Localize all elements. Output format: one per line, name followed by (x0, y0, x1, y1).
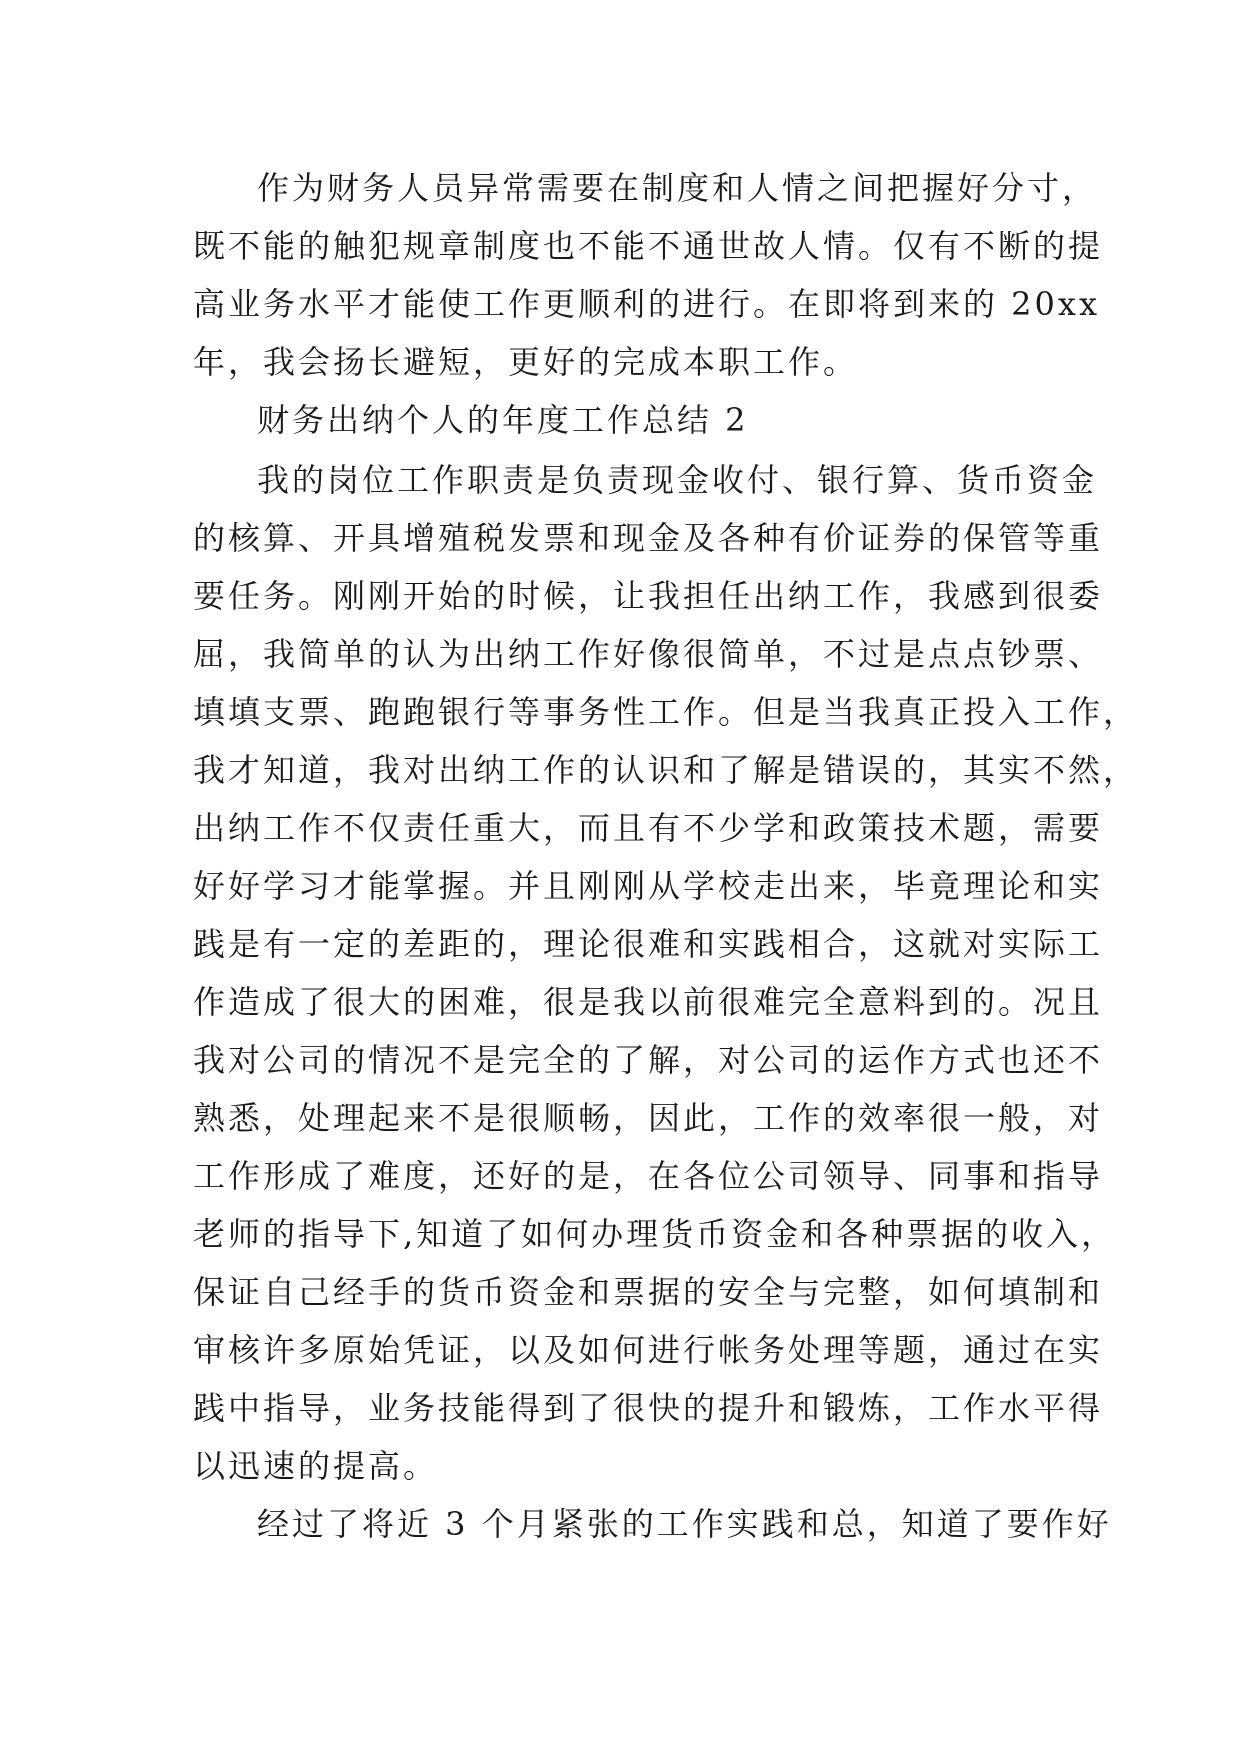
paragraph-line: 熟悉，处理起来不是很顺畅，因此，工作的效率很一般，对 (193, 1099, 1104, 1137)
section-heading: 财务出纳个人的年度工作总结 2 (257, 401, 749, 439)
paragraph-line: 保证自己经手的货币资金和票据的安全与完整，如何填制和 (193, 1273, 1104, 1311)
paragraph-line: 好好学习才能掌握。并且刚刚从学校走出来，毕竟理论和实 (193, 867, 1104, 905)
paragraph-line: 我才知道，我对出纳工作的认识和了解是错误的，其实不然， (193, 751, 1139, 789)
paragraph-line: 作造成了很大的困难，很是我以前很难完全意料到的。况且 (193, 983, 1104, 1021)
paragraph-line: 审核许多原始凭证，以及如何进行帐务处理等题，通过在实 (193, 1331, 1104, 1369)
paragraph-line: 的核算、开具增殖税发票和现金及各种有价证券的保管等重 (193, 519, 1104, 557)
paragraph-line: 老师的指导下,知道了如何办理货币资金和各种票据的收入， (193, 1215, 1117, 1253)
paragraph-line: 以迅速的提高。 (193, 1447, 439, 1485)
paragraph-line: 我对公司的情况不是完全的了解，对公司的运作方式也还不 (193, 1041, 1104, 1079)
paragraph-line: 经过了将近 3 个月紧张的工作实践和总，知道了要作好 (257, 1505, 1112, 1543)
paragraph-line: 屈，我简单的认为出纳工作好像很简单，不过是点点钞票、 (193, 635, 1104, 673)
paragraph-line: 践是有一定的差距的，理论很难和实践相合，这就对实际工 (193, 925, 1104, 963)
paragraph-line: 既不能的触犯规章制度也不能不通世故人情。仅有不断的提 (193, 227, 1104, 265)
paragraph-line: 高业务水平才能使工作更顺利的进行。在即将到来的 20xx (193, 285, 1100, 323)
paragraph-line: 工作形成了难度，还好的是，在各位公司领导、同事和指导 (193, 1157, 1104, 1195)
paragraph-line: 年，我会扬长避短，更好的完成本职工作。 (193, 343, 859, 381)
paragraph-line: 践中指导，业务技能得到了很快的提升和锻炼，工作水平得 (193, 1389, 1104, 1427)
paragraph-line: 作为财务人员异常需要在制度和人情之间把握好分寸， (257, 169, 1098, 207)
paragraph-line: 要任务。刚刚开始的时候，让我担任出纳工作，我感到很委 (193, 577, 1104, 615)
paragraph-line: 出纳工作不仅责任重大，而且有不少学和政策技术题，需要 (193, 809, 1104, 847)
paragraph-line: 我的岗位工作职责是负责现金收付、银行算、货币资金 (257, 461, 1098, 499)
paragraph-line: 填填支票、跑跑银行等事务性工作。但是当我真正投入工作， (193, 693, 1139, 731)
